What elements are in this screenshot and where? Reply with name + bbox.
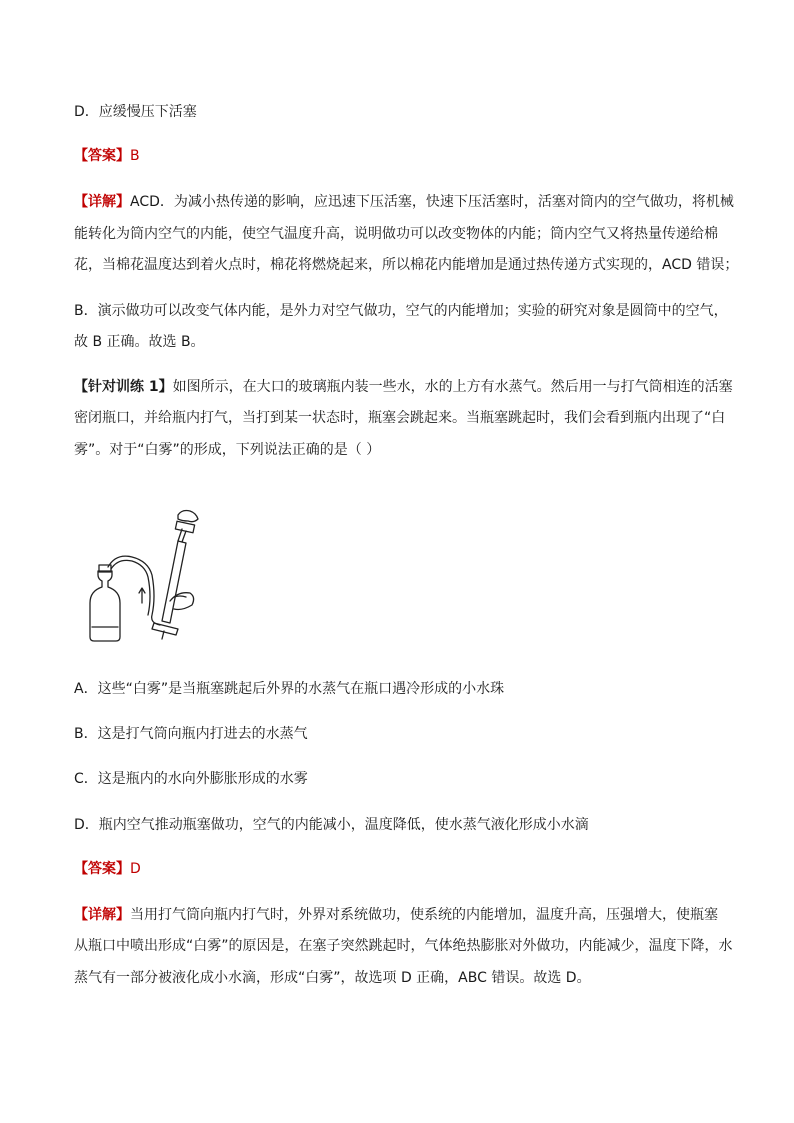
training-detail-line-1 [74, 905, 718, 925]
training-detail-line-3: 蒸气有一部分被液化成小水滴，形成“白雾”，故选项 D 正确，ABC 错误。故选 D。 [74, 970, 591, 986]
training-detail-text: 当用打气筒向瓶内打气时，外界对系统做功，使系统的内能增加，温度升高，压强增大，使瓶塞 [130, 907, 718, 923]
training-stem-line-2: 密闭瓶口，并给瓶内打气，当打到某一状态时，瓶塞会跳起来。当瓶塞跳起时，我们会看到瓶内出现了“白 [74, 410, 726, 426]
training-detail-tag: 【详解】 [74, 907, 130, 923]
detail-line-3: 花，当棉花温度达到着火点时，棉花将燃烧起来，所以棉花内能增加是通过热传递方式实现的，ACD 错误； [74, 257, 739, 273]
training-stem-line-3: 雾”。对于“白雾”的形成，下列说法正确的是（ ） [74, 442, 381, 458]
hose-icon [108, 556, 160, 625]
option-d-training: D．瓶内空气推动瓶塞做功，空气的内能减小，温度降低，使水蒸气液化形成小水滴 [74, 817, 589, 833]
answer-tag: 【答案】 [74, 148, 130, 164]
training-tag: 【针对训练 1】 [74, 379, 173, 395]
training-detail-line-2: 从瓶口中喷出形成“白雾”的原因是，在塞子突然跳起时，气体绝热膨胀对外做功，内能减少，温度下降，水 [74, 938, 733, 954]
answer-value: B [130, 148, 140, 164]
training-stem-text: 如图所示，在大口的玻璃瓶内装一些水，水的上方有水蒸气。然后用一与打气筒相连的活塞 [172, 379, 733, 395]
option-d: D．应缓慢压下活塞 [74, 104, 197, 120]
bottle-pump-figure [82, 505, 222, 645]
detail-text: ACD．为减小热传递的影响，应迅速下压活塞，快速下压活塞时，活塞对筒内的空气做功，将机械 [130, 194, 734, 210]
training-answer-line [74, 859, 141, 879]
option-a: A．这些“白雾”是当瓶塞跳起后外界的水蒸气在瓶口遇冷形成的小水珠 [74, 681, 505, 697]
detail-line-4: B．演示做功可以改变气体内能，是外力对空气做功，空气的内能增加；实验的研究对象是圆筒中的空气， [74, 303, 728, 319]
detail-line-1 [74, 192, 734, 212]
option-b: B．这是打气筒向瓶内打进去的水蒸气 [74, 726, 308, 742]
bottle-icon [90, 571, 120, 641]
training-answer-value: D [130, 861, 141, 877]
training-stem-line-1 [74, 377, 733, 397]
answer-line [74, 146, 140, 166]
detail-line-5: 故 B 正确。故选 B。 [74, 334, 205, 350]
option-c: C．这是瓶内的水向外膨胀形成的水雾 [74, 771, 308, 787]
detail-tag: 【详解】 [74, 194, 130, 210]
detail-line-2: 能转化为筒内空气的内能，使空气温度升高，说明做功可以改变物体的内能；筒内空气又将热量传递给棉 [74, 226, 718, 242]
hand-icon [178, 511, 198, 522]
pump-icon [162, 541, 186, 623]
training-answer-tag: 【答案】 [74, 861, 130, 877]
